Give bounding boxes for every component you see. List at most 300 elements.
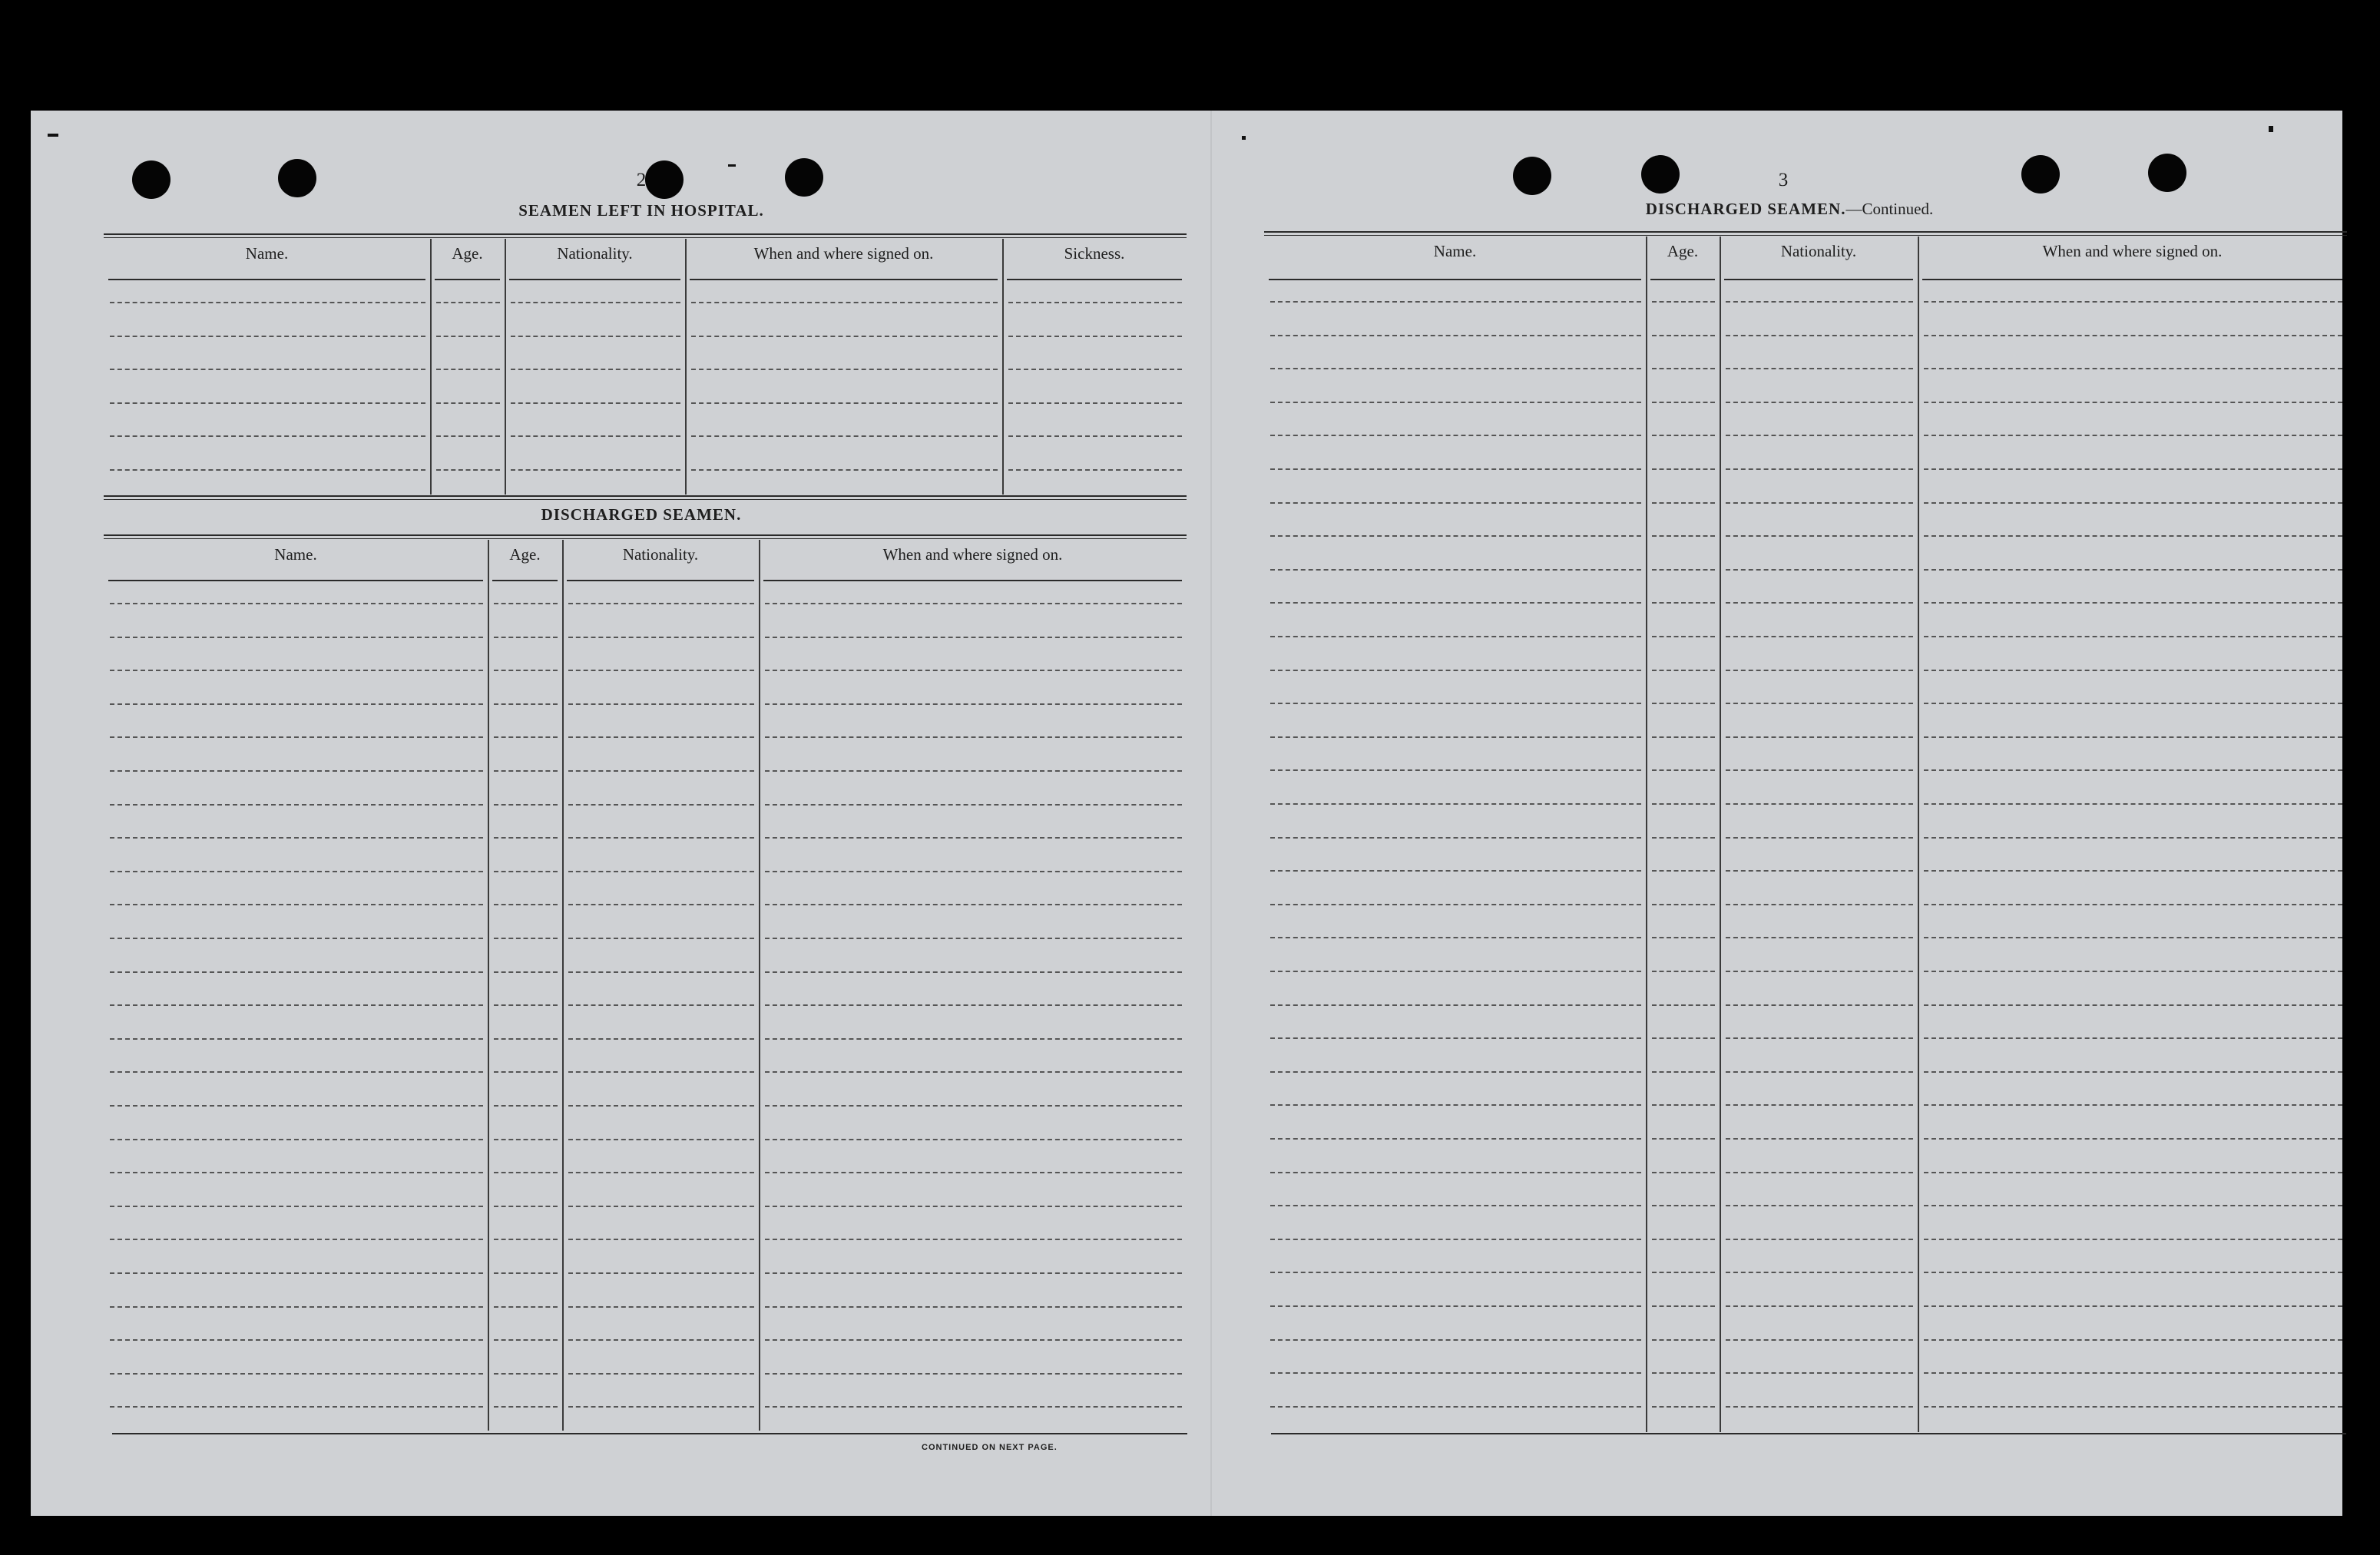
entry-line bbox=[110, 1339, 483, 1341]
speck bbox=[2269, 126, 2273, 132]
column-header: Sickness. bbox=[1064, 244, 1125, 263]
entry-line bbox=[1726, 502, 1913, 504]
header-rule bbox=[567, 580, 754, 581]
double-rule bbox=[104, 534, 1187, 539]
entry-line bbox=[1726, 703, 1913, 704]
entry-line bbox=[1652, 1339, 1715, 1341]
entry-line bbox=[1270, 904, 1641, 905]
entry-line bbox=[1270, 1205, 1641, 1206]
entry-line bbox=[1726, 870, 1913, 872]
section-title-discharged-continued bbox=[1559, 200, 2020, 219]
entry-line bbox=[568, 1406, 754, 1408]
entry-line bbox=[765, 1272, 1182, 1274]
entry-line bbox=[1924, 1138, 2342, 1140]
page-number: 2 bbox=[636, 170, 647, 190]
entry-line bbox=[110, 670, 483, 671]
entry-line bbox=[436, 402, 500, 404]
entry-line bbox=[568, 670, 754, 671]
entry-line bbox=[1270, 1104, 1641, 1106]
entry-line bbox=[1270, 736, 1641, 738]
entry-line bbox=[765, 670, 1182, 671]
entry-line bbox=[110, 770, 483, 772]
entry-line bbox=[1726, 769, 1913, 771]
entry-line bbox=[765, 1105, 1182, 1107]
entry-line bbox=[1924, 468, 2342, 470]
entry-line bbox=[110, 302, 425, 303]
entry-line bbox=[1924, 435, 2342, 436]
entry-line bbox=[1726, 1406, 1913, 1408]
entry-line bbox=[494, 1206, 558, 1207]
continued-note: CONTINUED ON NEXT PAGE. bbox=[922, 1443, 1058, 1452]
entry-line bbox=[1924, 335, 2342, 336]
entry-line bbox=[1270, 1138, 1641, 1140]
speck bbox=[1242, 136, 1246, 140]
entry-line bbox=[494, 904, 558, 905]
bottom-rule bbox=[1271, 1433, 2346, 1434]
entry-line bbox=[494, 1406, 558, 1408]
entry-line bbox=[1726, 1205, 1913, 1206]
entry-line bbox=[1924, 1205, 2342, 1206]
entry-line bbox=[1270, 769, 1641, 771]
entry-line bbox=[691, 469, 998, 471]
entry-line bbox=[1652, 703, 1715, 704]
entry-line bbox=[1726, 1104, 1913, 1106]
entry-line bbox=[1008, 302, 1182, 303]
page-number: 3 bbox=[1778, 170, 1789, 190]
entry-line bbox=[1924, 368, 2342, 369]
entry-line bbox=[494, 1004, 558, 1006]
entry-line bbox=[765, 1172, 1182, 1173]
entry-line bbox=[1924, 1305, 2342, 1307]
entry-line bbox=[1270, 502, 1641, 504]
title-text: DISCHARGED SEAMEN. bbox=[1645, 200, 1846, 218]
header-rule bbox=[1007, 279, 1182, 280]
entry-line bbox=[1652, 636, 1715, 637]
section-title-discharged: DISCHARGED SEAMEN. bbox=[541, 505, 742, 524]
column-header: Name. bbox=[245, 244, 289, 263]
entry-line bbox=[1270, 1172, 1641, 1173]
entry-line bbox=[110, 703, 483, 705]
entry-line bbox=[1726, 736, 1913, 738]
entry-line bbox=[1726, 1037, 1913, 1039]
entry-line bbox=[1924, 1239, 2342, 1240]
entry-line bbox=[110, 971, 483, 973]
entry-line bbox=[494, 770, 558, 772]
entry-line bbox=[1652, 1205, 1715, 1206]
entry-line bbox=[1924, 1372, 2342, 1374]
entry-line bbox=[568, 1038, 754, 1040]
entry-line bbox=[765, 703, 1182, 705]
entry-line bbox=[110, 469, 425, 471]
entry-line bbox=[1652, 502, 1715, 504]
entry-line bbox=[494, 1339, 558, 1341]
entry-line bbox=[568, 904, 754, 905]
entry-line bbox=[1270, 1004, 1641, 1006]
entry-line bbox=[1652, 937, 1715, 938]
entry-line bbox=[1652, 1004, 1715, 1006]
entry-line bbox=[1726, 335, 1913, 336]
entry-line bbox=[110, 1406, 483, 1408]
entry-line bbox=[1924, 1071, 2342, 1073]
entry-line bbox=[1652, 736, 1715, 738]
entry-line bbox=[765, 971, 1182, 973]
entry-line bbox=[1726, 535, 1913, 537]
header-rule bbox=[1724, 279, 1913, 280]
column-header: Nationality. bbox=[1780, 242, 1857, 260]
entry-line bbox=[494, 837, 558, 839]
entry-line bbox=[1924, 870, 2342, 872]
entry-line bbox=[568, 1339, 754, 1341]
entry-line bbox=[765, 1339, 1182, 1341]
entry-line bbox=[494, 971, 558, 973]
entry-line bbox=[568, 1373, 754, 1375]
entry-line bbox=[1652, 535, 1715, 537]
column-header: When and where signed on. bbox=[2042, 242, 2223, 260]
entry-line bbox=[1652, 1104, 1715, 1106]
table-column bbox=[1646, 237, 1720, 1432]
entry-line bbox=[1270, 1071, 1641, 1073]
entry-line bbox=[1924, 569, 2342, 571]
entry-line bbox=[1270, 301, 1641, 303]
entry-line bbox=[1270, 368, 1641, 369]
section-title-hospital: SEAMEN LEFT IN HOSPITAL. bbox=[518, 201, 764, 220]
entry-line bbox=[511, 402, 680, 404]
entry-line bbox=[691, 435, 998, 437]
entry-line bbox=[1924, 769, 2342, 771]
entry-line bbox=[110, 1239, 483, 1240]
entry-line bbox=[765, 637, 1182, 638]
entry-line bbox=[765, 1139, 1182, 1140]
punch-hole bbox=[278, 159, 316, 197]
entry-line bbox=[1924, 1037, 2342, 1039]
entry-line bbox=[1652, 971, 1715, 972]
header-rule bbox=[435, 279, 500, 280]
column-divider bbox=[505, 239, 506, 495]
speck bbox=[728, 164, 736, 167]
entry-line bbox=[1008, 435, 1182, 437]
entry-line bbox=[1924, 904, 2342, 905]
entry-line bbox=[494, 1239, 558, 1240]
table-column bbox=[1264, 237, 1646, 1432]
punch-hole bbox=[2148, 154, 2186, 192]
entry-line bbox=[494, 736, 558, 738]
entry-line bbox=[1726, 1272, 1913, 1273]
column-header: Age. bbox=[509, 545, 541, 564]
entry-line bbox=[1652, 904, 1715, 905]
column-divider bbox=[488, 540, 489, 1431]
punch-hole bbox=[785, 158, 823, 197]
entry-line bbox=[1924, 736, 2342, 738]
entry-line bbox=[110, 1172, 483, 1173]
entry-line bbox=[765, 1206, 1182, 1207]
entry-line bbox=[1270, 535, 1641, 537]
table-column bbox=[430, 239, 505, 495]
entry-line bbox=[494, 871, 558, 872]
entry-line bbox=[1924, 1104, 2342, 1106]
entry-line bbox=[436, 336, 500, 337]
entry-line bbox=[1652, 803, 1715, 805]
entry-line bbox=[494, 637, 558, 638]
entry-line bbox=[568, 770, 754, 772]
entry-line bbox=[1924, 803, 2342, 805]
entry-line bbox=[1924, 971, 2342, 972]
entry-line bbox=[494, 670, 558, 671]
entry-line bbox=[568, 804, 754, 806]
entry-line bbox=[110, 369, 425, 370]
entry-line bbox=[1270, 837, 1641, 839]
entry-line bbox=[1924, 1172, 2342, 1173]
entry-line bbox=[1270, 1339, 1641, 1341]
entry-line bbox=[1270, 1305, 1641, 1307]
entry-line bbox=[1726, 1239, 1913, 1240]
entry-line bbox=[1652, 1071, 1715, 1073]
entry-line bbox=[494, 1071, 558, 1073]
entry-line bbox=[1652, 1138, 1715, 1140]
column-divider bbox=[1918, 237, 1919, 1432]
entry-line bbox=[568, 837, 754, 839]
entry-line bbox=[568, 1139, 754, 1140]
column-header: Age. bbox=[452, 244, 483, 263]
entry-line bbox=[1270, 870, 1641, 872]
entry-line bbox=[1726, 803, 1913, 805]
double-rule bbox=[1264, 231, 2347, 236]
entry-line bbox=[568, 971, 754, 973]
entry-line bbox=[568, 938, 754, 939]
entry-line bbox=[1008, 369, 1182, 370]
entry-line bbox=[765, 1071, 1182, 1073]
bottom-rule bbox=[112, 1433, 1187, 1434]
entry-line bbox=[691, 302, 998, 303]
entry-line bbox=[568, 1206, 754, 1207]
entry-line bbox=[1270, 335, 1641, 336]
entry-line bbox=[1652, 1172, 1715, 1173]
entry-line bbox=[1270, 1406, 1641, 1408]
entry-line bbox=[110, 1306, 483, 1308]
entry-line bbox=[765, 904, 1182, 905]
entry-line bbox=[1270, 1037, 1641, 1039]
entry-line bbox=[494, 1105, 558, 1107]
column-header: When and where signed on. bbox=[753, 244, 934, 263]
entry-line bbox=[110, 904, 483, 905]
entry-line bbox=[110, 1071, 483, 1073]
entry-line bbox=[1652, 1372, 1715, 1374]
entry-line bbox=[568, 871, 754, 872]
double-rule bbox=[104, 233, 1187, 238]
entry-line bbox=[1924, 402, 2342, 403]
entry-line bbox=[1652, 368, 1715, 369]
entry-line bbox=[1924, 703, 2342, 704]
entry-line bbox=[110, 938, 483, 939]
entry-line bbox=[765, 938, 1182, 939]
entry-line bbox=[110, 1038, 483, 1040]
hospital-table bbox=[104, 239, 1187, 495]
column-divider bbox=[1646, 237, 1647, 1432]
entry-line bbox=[1652, 837, 1715, 839]
header-rule bbox=[509, 279, 680, 280]
entry-line bbox=[1270, 1372, 1641, 1374]
entry-line bbox=[1270, 971, 1641, 972]
entry-line bbox=[511, 336, 680, 337]
table-column bbox=[1918, 237, 2347, 1432]
entry-line bbox=[568, 1071, 754, 1073]
entry-line bbox=[1652, 335, 1715, 336]
entry-line bbox=[765, 1004, 1182, 1006]
entry-line bbox=[110, 1206, 483, 1207]
entry-line bbox=[494, 603, 558, 604]
entry-line bbox=[110, 637, 483, 638]
entry-line bbox=[110, 736, 483, 738]
entry-line bbox=[1652, 1305, 1715, 1307]
entry-line bbox=[1924, 1339, 2342, 1341]
entry-line bbox=[1924, 301, 2342, 303]
entry-line bbox=[1270, 468, 1641, 470]
entry-line bbox=[1726, 468, 1913, 470]
entry-line bbox=[691, 336, 998, 337]
entry-line bbox=[765, 603, 1182, 604]
entry-line bbox=[110, 336, 425, 337]
page-fold bbox=[1210, 111, 1212, 1516]
entry-line bbox=[110, 837, 483, 839]
entry-line bbox=[1652, 1037, 1715, 1039]
entry-line bbox=[568, 637, 754, 638]
entry-line bbox=[568, 1239, 754, 1240]
column-divider bbox=[685, 239, 687, 495]
entry-line bbox=[765, 871, 1182, 872]
table-column bbox=[505, 239, 685, 495]
entry-line bbox=[1726, 1372, 1913, 1374]
entry-line bbox=[765, 804, 1182, 806]
entry-line bbox=[1652, 569, 1715, 571]
table-column bbox=[685, 239, 1002, 495]
entry-line bbox=[436, 369, 500, 370]
entry-line bbox=[1652, 1272, 1715, 1273]
entry-line bbox=[1652, 670, 1715, 671]
column-header: Name. bbox=[274, 545, 317, 564]
entry-line bbox=[1726, 904, 1913, 905]
entry-line bbox=[1726, 1172, 1913, 1173]
entry-line bbox=[511, 469, 680, 471]
entry-line bbox=[511, 302, 680, 303]
entry-line bbox=[436, 469, 500, 471]
table-column bbox=[1720, 237, 1918, 1432]
column-divider bbox=[1720, 237, 1721, 1432]
entry-line bbox=[1726, 670, 1913, 671]
entry-line bbox=[110, 1105, 483, 1107]
entry-line bbox=[1008, 402, 1182, 404]
column-divider bbox=[1002, 239, 1004, 495]
entry-line bbox=[1726, 1305, 1913, 1307]
entry-line bbox=[1924, 937, 2342, 938]
entry-line bbox=[110, 1004, 483, 1006]
entry-line bbox=[494, 1272, 558, 1274]
entry-line bbox=[1726, 1071, 1913, 1073]
entry-line bbox=[494, 804, 558, 806]
entry-line bbox=[765, 1406, 1182, 1408]
title-suffix: —Continued. bbox=[1845, 200, 1934, 218]
header-rule bbox=[492, 580, 558, 581]
header-rule bbox=[690, 279, 998, 280]
column-header: Nationality. bbox=[557, 244, 633, 263]
entry-line bbox=[1726, 1138, 1913, 1140]
entry-line bbox=[494, 703, 558, 705]
entry-line bbox=[1652, 1406, 1715, 1408]
header-rule bbox=[1650, 279, 1715, 280]
entry-line bbox=[568, 1172, 754, 1173]
entry-line bbox=[110, 804, 483, 806]
column-header: Name. bbox=[1433, 242, 1477, 260]
column-divider bbox=[759, 540, 760, 1431]
header-rule bbox=[1269, 279, 1641, 280]
header-rule bbox=[108, 580, 483, 581]
entry-line bbox=[1924, 602, 2342, 604]
entry-line bbox=[1924, 1406, 2342, 1408]
header-rule bbox=[108, 279, 425, 280]
entry-line bbox=[765, 1038, 1182, 1040]
entry-line bbox=[1008, 336, 1182, 337]
entry-line bbox=[1270, 703, 1641, 704]
column-divider bbox=[562, 540, 564, 1431]
entry-line bbox=[568, 1004, 754, 1006]
entry-line bbox=[1652, 1239, 1715, 1240]
entry-line bbox=[1924, 502, 2342, 504]
entry-line bbox=[1270, 1239, 1641, 1240]
entry-line bbox=[494, 1038, 558, 1040]
entry-line bbox=[691, 402, 998, 404]
entry-line bbox=[568, 1272, 754, 1274]
entry-line bbox=[1924, 1272, 2342, 1273]
entry-line bbox=[568, 603, 754, 604]
discharged-table bbox=[104, 540, 1187, 1431]
entry-line bbox=[436, 435, 500, 437]
entry-line bbox=[568, 736, 754, 738]
document-sheet bbox=[31, 111, 2342, 1516]
entry-line bbox=[110, 1139, 483, 1140]
entry-line bbox=[1726, 837, 1913, 839]
entry-line bbox=[110, 435, 425, 437]
entry-line bbox=[1726, 402, 1913, 403]
punch-hole bbox=[2021, 155, 2060, 194]
entry-line bbox=[1924, 636, 2342, 637]
entry-line bbox=[494, 1306, 558, 1308]
discharged-continued-table bbox=[1264, 237, 2347, 1432]
entry-line bbox=[1726, 435, 1913, 436]
double-rule bbox=[104, 495, 1187, 500]
entry-line bbox=[511, 435, 680, 437]
punch-hole bbox=[132, 160, 170, 199]
entry-line bbox=[1270, 803, 1641, 805]
header-rule bbox=[1922, 279, 2342, 280]
column-header: Age. bbox=[1667, 242, 1699, 260]
punch-hole bbox=[1513, 157, 1551, 195]
table-column bbox=[104, 540, 488, 1431]
entry-line bbox=[765, 770, 1182, 772]
entry-line bbox=[1652, 402, 1715, 403]
column-header: Nationality. bbox=[622, 545, 699, 564]
punch-hole bbox=[1641, 155, 1680, 194]
entry-line bbox=[1726, 368, 1913, 369]
table-column bbox=[488, 540, 562, 1431]
entry-line bbox=[1270, 636, 1641, 637]
entry-line bbox=[765, 837, 1182, 839]
table-column bbox=[759, 540, 1187, 1431]
entry-line bbox=[1270, 569, 1641, 571]
entry-line bbox=[110, 603, 483, 604]
entry-line bbox=[511, 369, 680, 370]
entry-line bbox=[1652, 435, 1715, 436]
entry-line bbox=[1726, 1004, 1913, 1006]
entry-line bbox=[110, 1373, 483, 1375]
entry-line bbox=[765, 1306, 1182, 1308]
